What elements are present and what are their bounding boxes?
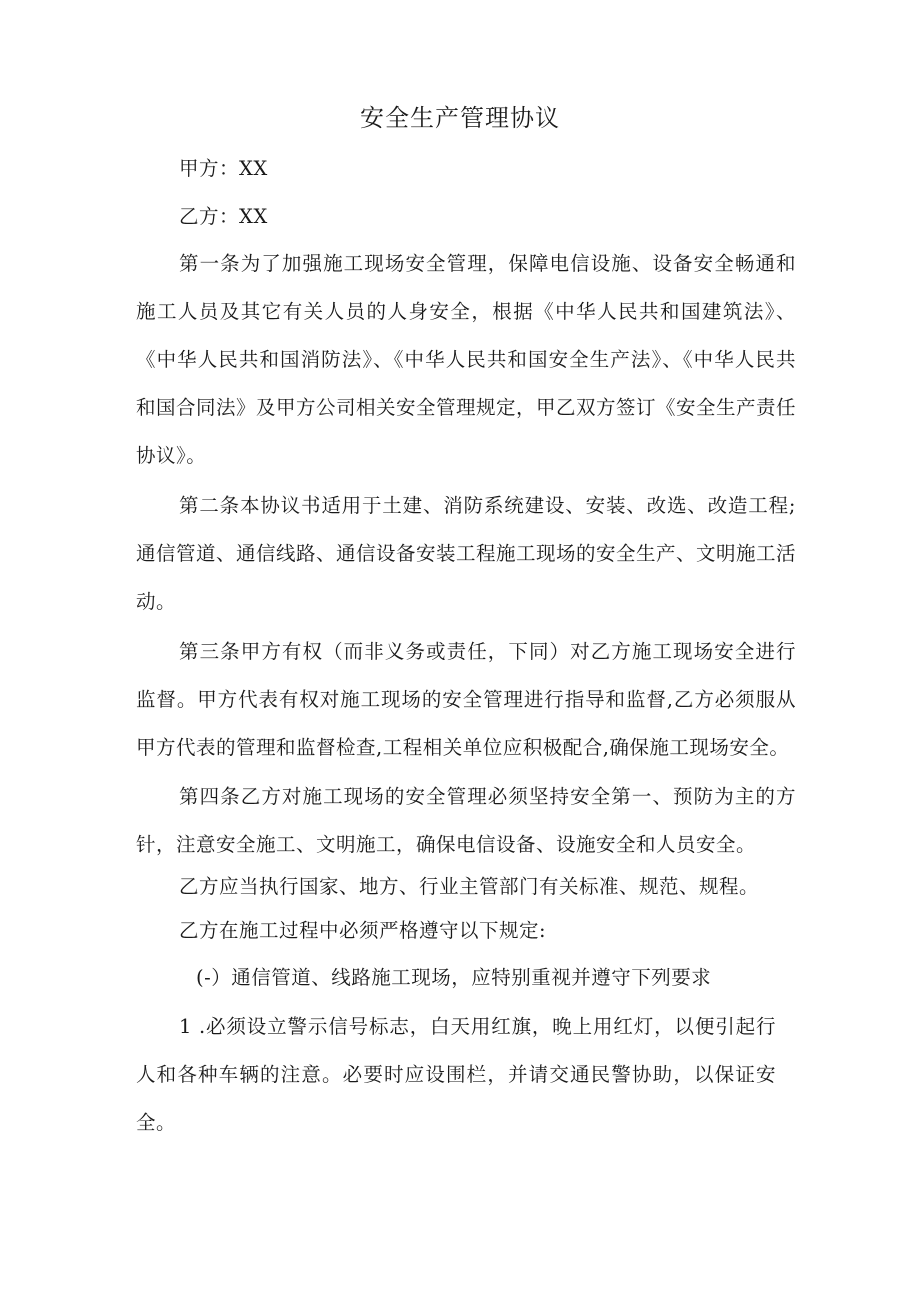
document-title: 安全生产管理协议 bbox=[360, 104, 560, 132]
article-2: 第二条本协议书适用于土建、消防系统建设、安装、改选、改造工程;通信管道、通信线路、通信设备安装工程施工现场的安全生产、文明施工活动。 bbox=[136, 494, 797, 613]
party-b-line: 乙方：XX bbox=[179, 205, 268, 228]
article-1: 第一条为了加强施工现场安全管理，保障电信设施、设备安全畅通和施工人员及其它有关人员的人身安全，根据《中华人民共和国建筑法》、《中华人民共和国消防法》、《中华人民共和国安全生产法》、《中华人民共和国合同法》及甲方公司相关安全管理规定，甲乙双方签订《安全生产责任协议》。 bbox=[136, 252, 797, 467]
article-3: 第三条甲方有权（而非义务或责任，下同）对乙方施工现场安全进行监督。甲方代表有权对施工现场的安全管理进行指导和监督,乙方必须服从甲方代表的管理和监督检查,工程相关单位应积极配合,确保施工现场安全。 bbox=[136, 640, 796, 759]
rules-line: 乙方在施工过程中必须严格遵守以下规定: bbox=[179, 919, 547, 942]
party-a-line: 甲方：XX bbox=[179, 157, 268, 180]
item-1: 1 .必须设立警示信号标志，白天用红旗，晚上用红灯，以便引起行人和各种车辆的注意。必要时应设围栏，并请交通民警协助，以保证安全。 bbox=[136, 1015, 776, 1134]
standards-line: 乙方应当执行国家、地方、行业主管部门有关标准、规范、规程。 bbox=[179, 875, 760, 898]
section-1-heading: (-）通信管道、线路施工现场，应特别重视并遵守下列要求 bbox=[196, 966, 712, 989]
article-4: 第四条乙方对施工现场的安全管理必须坚持安全第一、预防为主的方针，注意安全施工、文明施工，确保电信设备、设施安全和人员安全。 bbox=[136, 785, 796, 856]
